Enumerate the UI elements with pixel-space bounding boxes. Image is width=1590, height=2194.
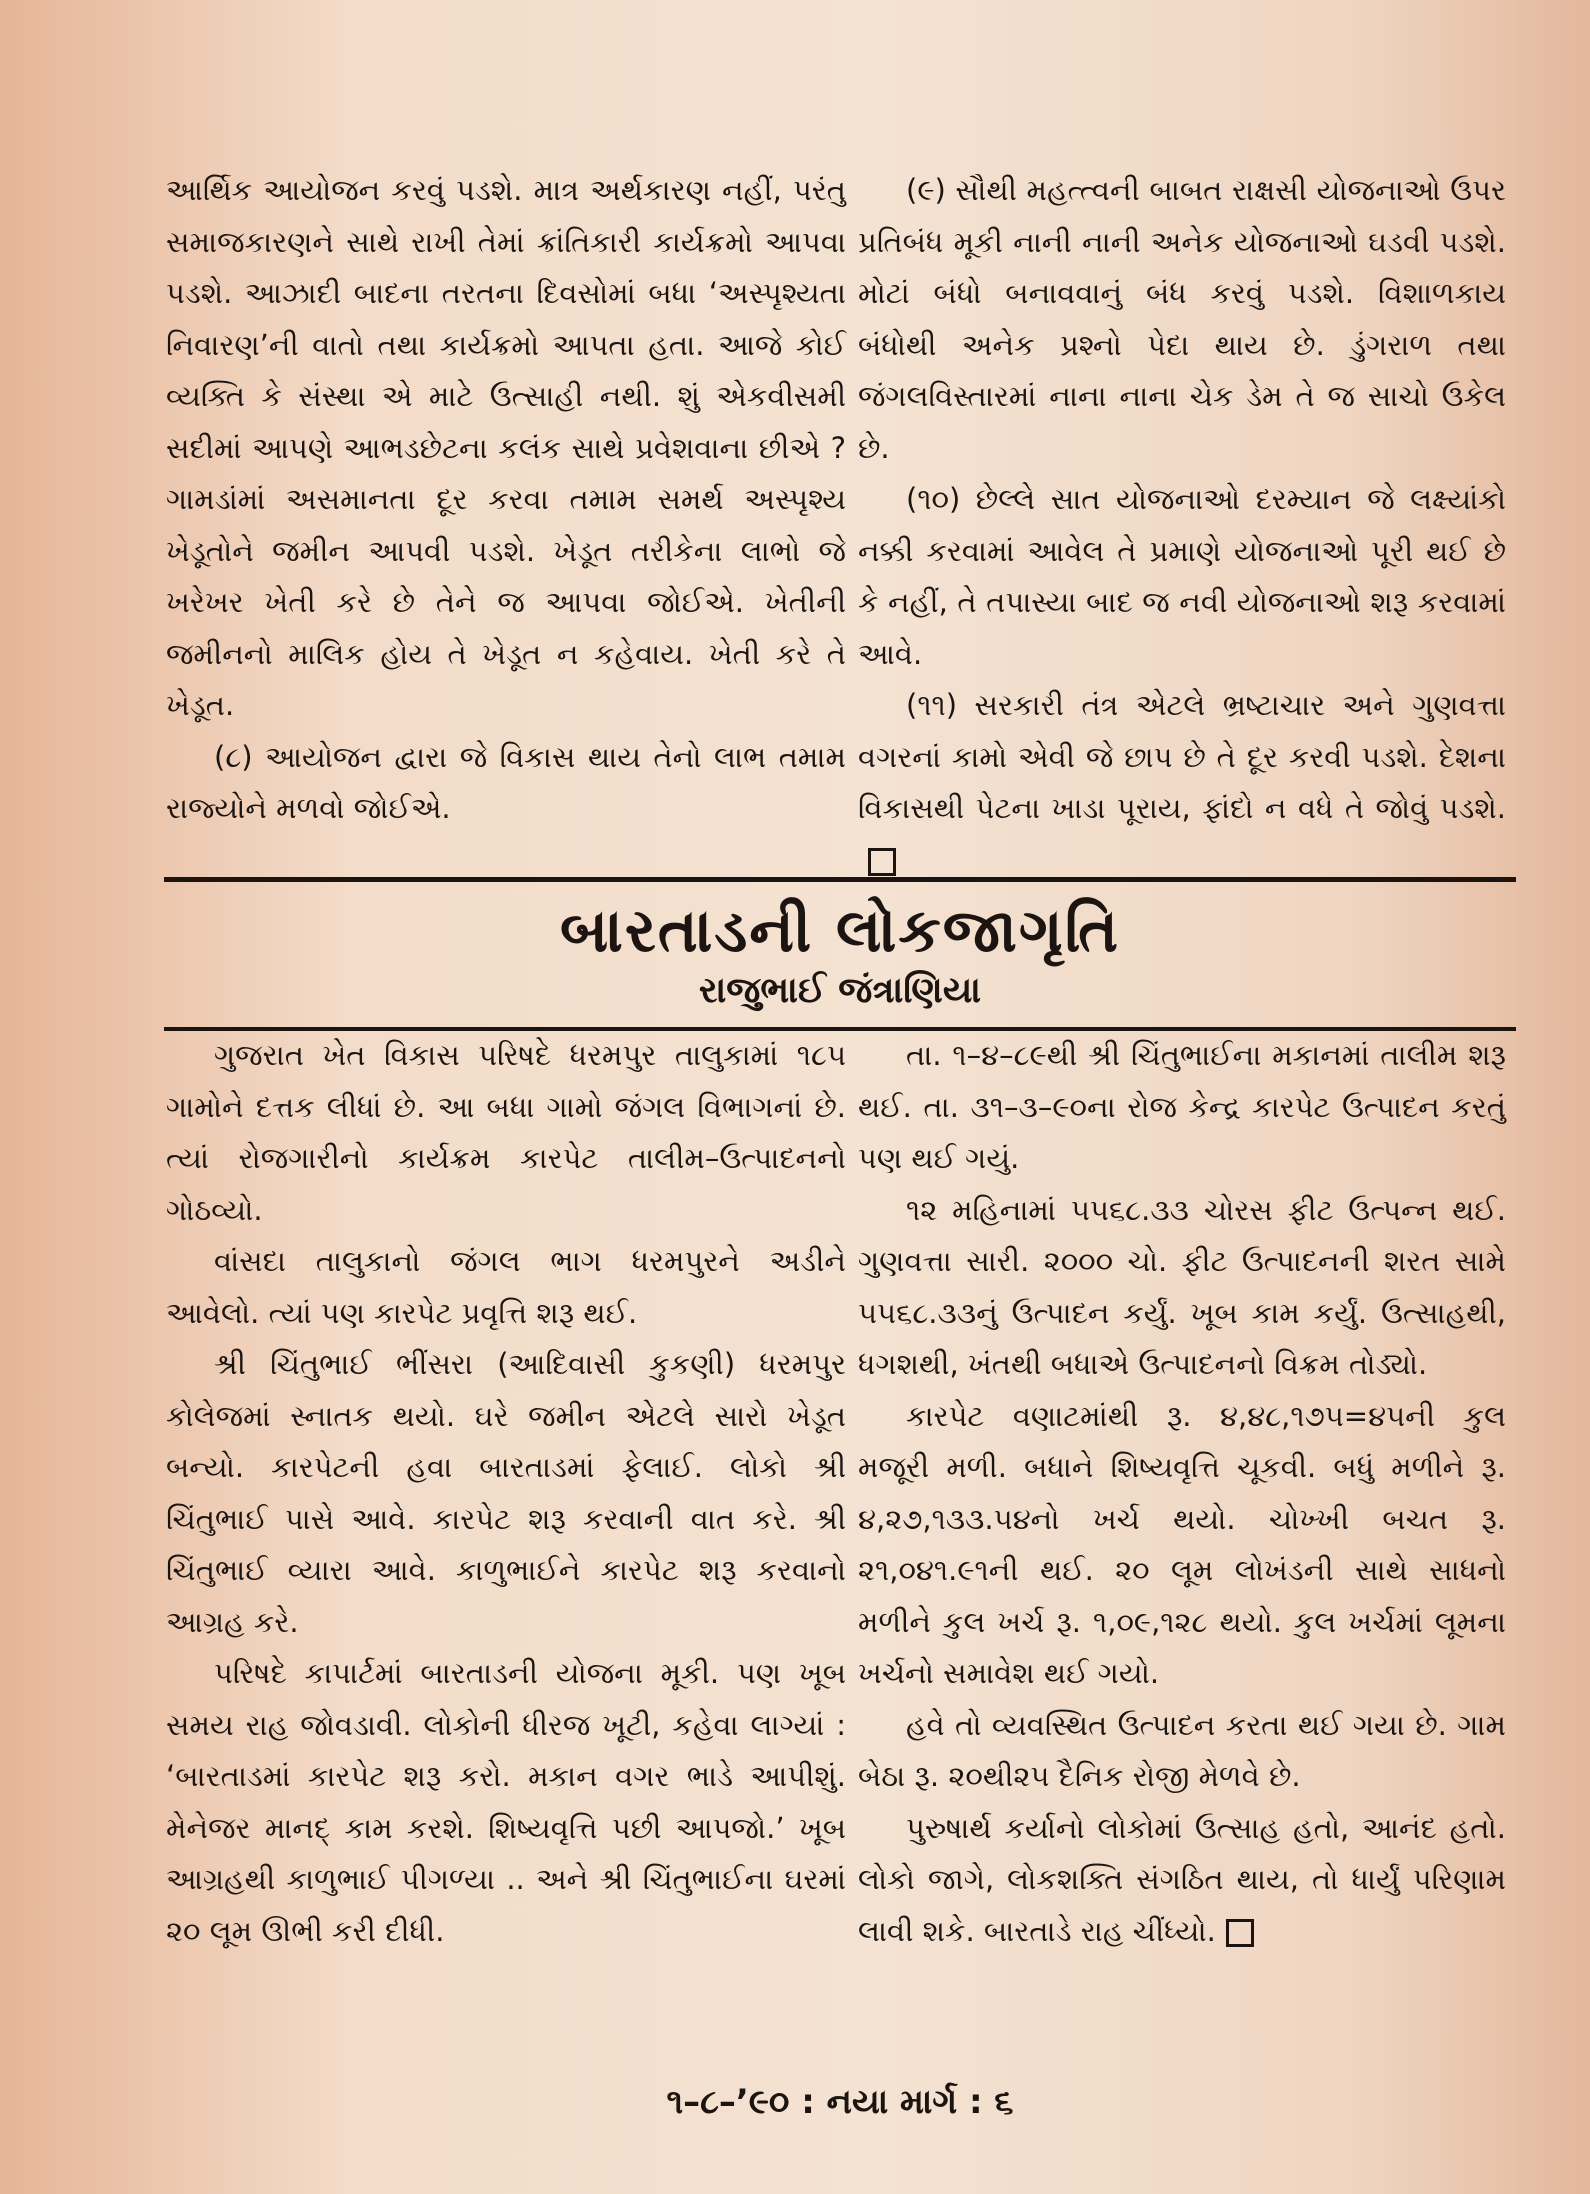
section-divider bbox=[164, 877, 1516, 882]
paragraph: ગુજરાત ખેત વિકાસ પરિષદે ધરમપુર તાલુકામાં ૧૮૫ ગામોને દત્તક લીધાં છે. આ બધા ગામો જંગલ વિભાગનાં છે. ત્યાં રોજગારીનો કાર્યક્રમ કારપેટ તાલીમ–ઉત્પાદનનો ગોઠવ્યો. bbox=[166, 1038, 846, 1227]
paragraph-text: (૧૧) સરકારી તંત્ર એટલે ભ્રષ્ટાચાર અને ગુણવત્તા વગરનાં કામો એવી જે છાપ છે તે દૂર કરવી પડશે. દેશના વિકાસથી પેટના ખાડા પૂરાય, ફાંદો ન વધે તે જોવું પડશે. bbox=[858, 688, 1506, 825]
bottom-right-column bbox=[858, 1030, 1506, 1957]
paragraph: (૧૦) છેલ્લે સાત યોજનાઓ દરમ્યાન જે લક્ષ્યાંકો નક્કી કરવામાં આવેલ તે પ્રમાણે યોજનાઓ પૂરી થઈ છે કે નહીં, તે તપાસ્યા બાદ જ નવી યોજનાઓ શરૂ કરવામાં આવે. bbox=[858, 482, 1506, 671]
paragraph: આર્થિક આયોજન કરવું પડશે. માત્ર અર્થકારણ નહીં, પરંતુ સમાજકારણને સાથે રાખી તેમાં ક્રાંતિકારી કાર્યક્રમો આપવા પડશે. આઝાદી બાદના તરતના દિવસોમાં બધા ‘અસ્પૃશ્યતા નિવારણ’ની વાતો તથા કાર્યક્રમો આપતા હતા. આજે કોઈ વ્યક્તિ કે સંસ્થા એ માટે ઉત્સાહી નથી. શું એકવીસમી સદીમાં આપણે આભડછેટના કલંક સાથે પ્રવેશવાના છીએ ? ગામડાંમાં અસમાનતા દૂર કરવા તમામ સમર્થ અસ્પૃશ્ય ખેડૂતોને જમીન આપવી પડશે. ખેડૂત તરીકેના લાભો જે ખરેખર ખેતી કરે છે તેને જ આપવા જોઈએ. ખેતીની જમીનનો માલિક હોય તે ખેડૂત ન કહેવાય. ખેતી કરે તે ખેડૂત. bbox=[166, 173, 846, 722]
paragraph: (૮) આયોજન દ્વારા જે વિકાસ થાય તેનો લાભ તમામ રાજ્યોને મળવો જોઈએ. bbox=[166, 739, 846, 825]
end-mark-icon bbox=[868, 848, 896, 876]
paragraph: હવે તો વ્યવસ્થિત ઉત્પાદન કરતા થઈ ગયા છે. ગામ બેઠા રૂ. ૨૦થી૨૫ દૈનિક રોજી મેળવે છે. bbox=[858, 1707, 1506, 1793]
paragraph-text: પુરુષાર્થ કર્યાનો લોકોમાં ઉત્સાહ હતો, આનંદ હતો. લોકો જાગે, લોકશક્તિ સંગઠિત થાય, તો ધાર્યું પરિણામ લાવી શકે. બારતાડે રાહ ચીંધ્યો. bbox=[858, 1810, 1506, 1948]
paragraph: ૧૨ મહિનામાં ૫૫૬૮.૩૩ ચોરસ ફીટ ઉત્પન્ન થઈ. ગુણવત્તા સારી. ૨૦૦૦ ચો. ફીટ ઉત્પાદનની શરત સામે ૫૫૬૮.૩૩નું ઉત્પાદન કર્યું. ખૂબ કામ કર્યું. ઉત્સાહથી, ધગશથી, ખંતથી બધાએ ઉત્પાદનનો વિક્રમ તોડ્યો. bbox=[858, 1192, 1506, 1381]
end-mark-icon bbox=[1226, 1919, 1254, 1947]
paragraph-last bbox=[858, 1803, 1506, 1958]
page-footer: ૧–૮–’૯૦ : નયા માર્ગ : ૬ bbox=[666, 2082, 1014, 2122]
bottom-left-column bbox=[166, 1030, 846, 1957]
paragraph-last bbox=[858, 680, 1506, 886]
paragraph: કારપેટ વણાટમાંથી રૂ. ૪,૪૮,૧૭૫=૪૫ની કુલ મજૂરી મળી. બધાને શિષ્યવૃત્તિ ચૂકવી. બધું મળીને રૂ. ૪,૨૭,૧૩૩.૫૪નો ખર્ચ થયો. ચોખ્ખી બચત રૂ. ૨૧,૦૪૧.૯૧ની થઈ. ૨૦ લૂમ લોખંડની સાથે સાધનો મળીને કુલ ખર્ચ રૂ. ૧,૦૯,૧૨૮ થયો. કુલ ખર્ચમાં લૂમના ખર્ચનો સમાવેશ થઈ ગયો. bbox=[858, 1398, 1506, 1690]
paragraph: વાંસદા તાલુકાનો જંગલ ભાગ ધરમપુરને અડીને આવેલો. ત્યાં પણ કારપેટ પ્રવૃત્તિ શરૂ થઈ. bbox=[166, 1244, 846, 1330]
paragraph: પરિષદે કાપાર્ટમાં બારતાડની યોજના મૂકી. પણ ખૂબ સમય રાહ જોવડાવી. લોકોની ધીરજ ખૂટી, કહેવા લાગ્યાં : ‘બારતાડમાં કારપેટ શરૂ કરો. મકાન વગર ભાડે આપીશું. મેનેજર માનદ્ કામ કરશે. શિષ્યવૃત્તિ પછી આપજો.’ ખૂબ આગ્રહથી કાળુભાઈ પીગળ્યા .. અને શ્રી ચિંતુભાઈના ઘરમાં ૨૦ લૂમ ઊભી કરી દીધી. bbox=[166, 1656, 846, 1948]
paragraph: (૯) સૌથી મહત્ત્વની બાબત રાક્ષસી યોજનાઓ ઉપર પ્રતિબંધ મૂકી નાની નાની અનેક યોજનાઓ ઘડવી પડશે. મોટાં બંધો બનાવવાનું બંધ કરવું પડશે. વિશાળકાય બંધોથી અનેક પ્રશ્નો પેદા થાય છે. ડુંગરાળ તથા જંગલવિસ્તારમાં નાના નાના ચેક ડેમ તે જ સાચો ઉકેલ છે. bbox=[858, 173, 1506, 465]
article-author: રાજુભાઈ જંત્રાણિયા bbox=[698, 970, 982, 1011]
top-right-column bbox=[858, 165, 1506, 886]
top-left-column bbox=[166, 165, 846, 835]
article-title: બારતાડની લોકજાગૃતિ bbox=[559, 896, 1121, 966]
paragraph: તા. ૧–૪–૮૯થી શ્રી ચિંતુભાઈના મકાનમાં તાલીમ શરૂ થઈ. તા. ૩૧–૩–૯૦ના રોજ કેન્દ્ર કારપેટ ઉત્પાદન કરતું પણ થઈ ગયું. bbox=[858, 1038, 1506, 1175]
paragraph: શ્રી ચિંતુભાઈ ભીંસરા (આદિવાસી કુકણી) ધરમપુર કોલેજમાં સ્નાતક થયો. ઘરે જમીન એટલે સારો ખેડૂત બન્યો. કારપેટની હવા બારતાડમાં ફેલાઈ. લોકો શ્રી ચિંતુભાઈ પાસે આવે. કારપેટ શરૂ કરવાની વાત કરે. શ્રી ચિંતુભાઈ વ્યારા આવે. કાળુભાઈને કારપેટ શરૂ કરવાનો આગ્રહ કરે. bbox=[166, 1347, 846, 1639]
